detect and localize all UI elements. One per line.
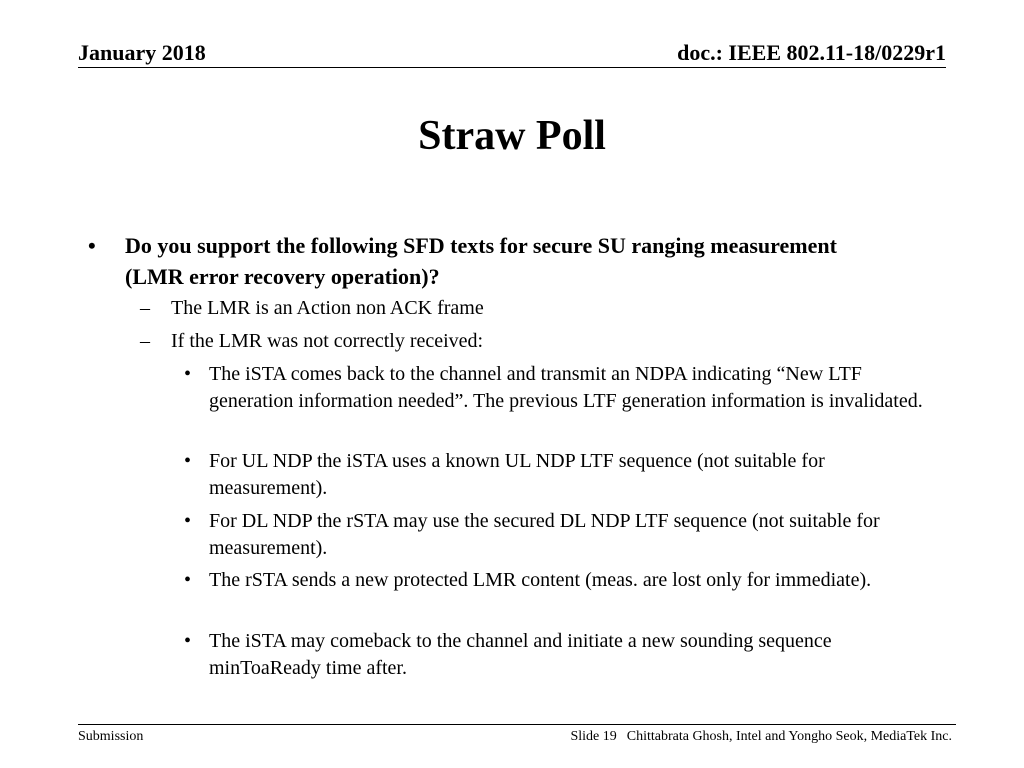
- bullet-dot-icon: •: [184, 630, 192, 652]
- header-divider: [78, 67, 946, 68]
- slide-number: Slide 19: [570, 729, 617, 744]
- nested-item-text: The iSTA may comeback to the channel and initiate a new sounding sequence minToaReady time after.: [209, 630, 832, 679]
- footer-authors: Chittabrata Ghosh, Intel and Yongho Seok, MediaTek Inc.: [626, 729, 952, 744]
- nested-item: [184, 628, 944, 682]
- bullet-dot-icon: •: [88, 233, 96, 258]
- nested-item: [184, 361, 944, 415]
- bullet-dot-icon: •: [184, 569, 192, 591]
- bullet-dot-icon: •: [184, 510, 192, 532]
- nested-item-text: For DL NDP the rSTA may use the secured DL NDP LTF sequence (not suitable for measurement).: [209, 510, 880, 559]
- sub-item-text: If the LMR was not correctly received:: [171, 330, 484, 352]
- bullet-dot-icon: •: [184, 363, 192, 385]
- question-text: Do you support the following SFD texts for secure SU ranging measurement (LMR error recovery operation)?: [125, 233, 837, 289]
- sub-item: [140, 294, 484, 322]
- sub-item-text: The LMR is an Action non ACK frame: [171, 297, 484, 319]
- bullet-dot-icon: •: [184, 450, 192, 472]
- header-doc-id: doc.: IEEE 802.11-18/0229r1: [677, 40, 946, 65]
- nested-item-text: The rSTA sends a new protected LMR content (meas. are lost only for immediate).: [209, 569, 872, 591]
- footer-submission: Submission: [78, 729, 144, 744]
- nested-item: [184, 448, 944, 502]
- question-bullet: [88, 230, 848, 292]
- bullet-dash-icon: –: [140, 330, 150, 352]
- header-date: January 2018: [78, 40, 206, 65]
- sub-item: [140, 327, 483, 355]
- nested-item: [184, 508, 944, 562]
- nested-item-text: For UL NDP the iSTA uses a known UL NDP LTF sequence (not suitable for measurement).: [209, 450, 825, 499]
- footer-info: [570, 729, 952, 745]
- bullet-dash-icon: –: [140, 297, 150, 319]
- nested-item: [184, 567, 944, 594]
- slide-title: Straw Poll: [418, 113, 606, 159]
- footer-divider: [78, 724, 956, 725]
- nested-item-text: The iSTA comes back to the channel and transmit an NDPA indicating “New LTF generation information needed”. The previous LTF generation information is invalidated.: [209, 363, 923, 412]
